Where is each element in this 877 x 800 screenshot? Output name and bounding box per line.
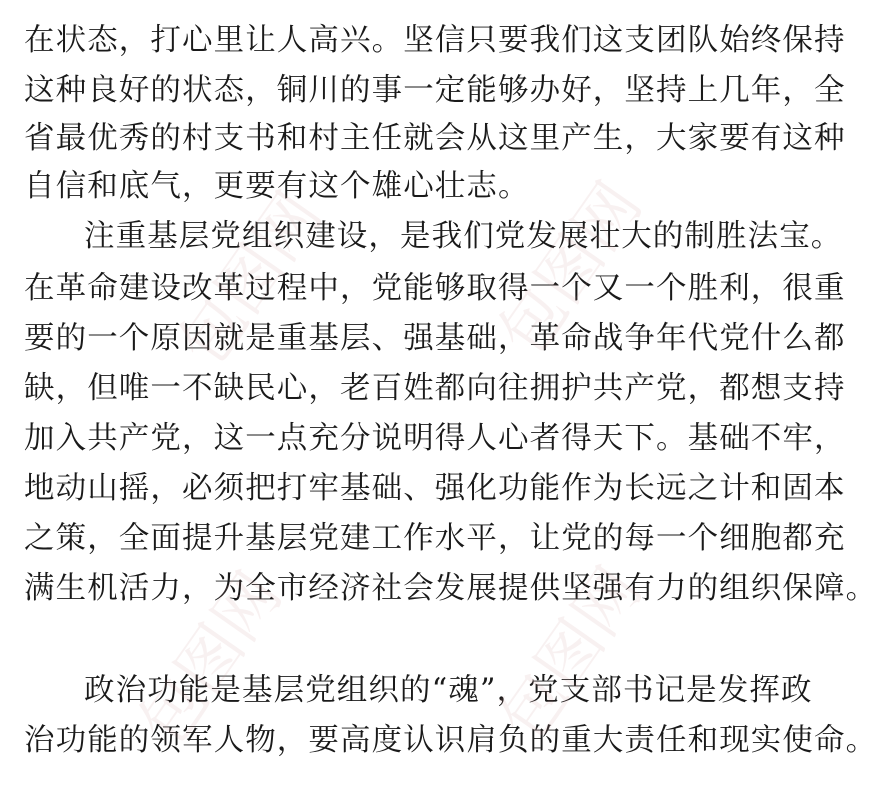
text-line: 之策，全面提升基层党建工作水平，让党的每一个细胞都充 — [24, 521, 846, 556]
watermark: 包图网 — [125, 559, 297, 760]
text-line: 自信和底气，更要有这个雄心壮志。 — [24, 169, 530, 204]
text-line: 缺，但唯一不缺民心，老百姓都向往拥护共产党，都想支持 — [24, 371, 846, 406]
text-line: 地动山摇，必须把打牢基础、强化功能作为长远之计和固本 — [24, 471, 846, 506]
watermark: 包图网 — [485, 169, 657, 370]
text-line: 在状态，打心里让人高兴。坚信只要我们这支团队始终保持 — [24, 23, 846, 58]
text-line: 满生机活力，为全市经济社会发展提供坚强有力的组织保障。 — [24, 571, 877, 606]
cut-off-line — [24, 0, 780, 18]
text-line: 治功能的领军人物，要高度认识肩负的重大责任和现实使命。 — [24, 723, 877, 758]
text-line: 省最优秀的村支书和村主任就会从这里产生，大家要有这种 — [24, 121, 846, 156]
text-line: 政治功能是基层党组织的“魂”，党支部书记是发挥政 — [84, 673, 813, 708]
watermark: 包图网 — [485, 554, 657, 755]
text-line: 要的一个原因就是重基层、强基础，革命战争年代党什么都 — [24, 321, 846, 356]
text-line: 注重基层党组织建设，是我们党发展壮大的制胜法宝。 — [84, 219, 843, 254]
text-line: 在革命建设改革过程中，党能够取得一个又一个胜利，很重 — [24, 271, 846, 306]
text-line: 加入共产党，这一点充分说明得人心者得天下。基础不牢， — [24, 421, 846, 456]
watermark: 包图网 — [165, 179, 337, 380]
text-line: 这种良好的状态，铜川的事一定能够办好，坚持上几年，全 — [24, 73, 846, 108]
